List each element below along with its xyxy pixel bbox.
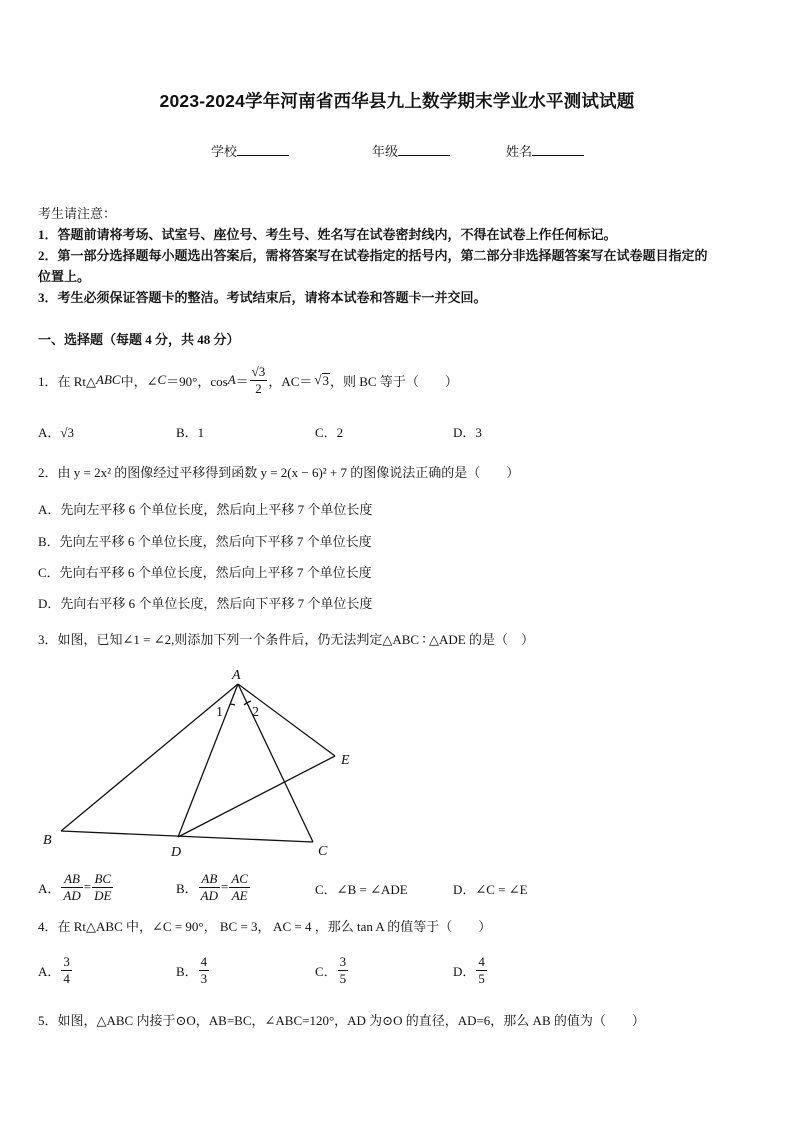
q3-a-n1: AB: [61, 871, 82, 888]
q3-a-d1: AD: [63, 887, 81, 903]
notice-line-2a: 2．第一部分选择题每小题选出答案后，需将答案写在试卷指定的括号内，第二部分非选择题答案写在试卷题目指定的: [38, 248, 708, 263]
q4-option-d-label: D．: [453, 963, 476, 979]
school-label: 学校: [211, 144, 238, 159]
q2-option-c[interactable]: C．先向右平移 6 个单位长度，然后向上平移 7 个单位长度: [38, 565, 372, 580]
q1-fraction: [250, 364, 268, 397]
q3-option-b-frac2: [229, 871, 250, 904]
grade-field: [372, 141, 450, 160]
q3-b-n2: AC: [231, 870, 248, 886]
q3-option-b-label: B．: [176, 880, 198, 896]
segment-ad: [178, 684, 238, 837]
q4-a-den: 4: [63, 970, 70, 986]
school-field: [211, 141, 289, 160]
q3-option-a[interactable]: A． $\frac{AB}{AD}$ = $\frac{BC}{DE}$: [38, 870, 112, 903]
q1-ac: ，AC＝: [268, 373, 313, 389]
q1-eq2: ＝: [235, 373, 249, 389]
q3-triangle-figure: [30, 660, 370, 865]
q1-c: C: [157, 372, 167, 387]
notice-line-2b: 位置上。: [38, 269, 91, 284]
q1-frac-num: √3: [251, 363, 266, 379]
q3-option-a-frac2: [92, 871, 113, 904]
q4-option-a-frac: [61, 954, 72, 987]
q3-option-a-label: A．: [38, 880, 61, 896]
label-angle-1: 1: [216, 705, 223, 720]
section-1-heading: 一、选择题（每题 4 分，共 48 分）: [38, 332, 240, 347]
q3-b-d1: AD: [200, 887, 219, 903]
q3-option-a-frac1: [61, 871, 82, 904]
label-d: D: [171, 845, 182, 860]
q4-option-b-frac: [199, 954, 210, 987]
q1-mid: 中，∠: [120, 373, 158, 389]
question-3: 3．如图，已知∠1 = ∠2,则添加下列一个条件后，仍无法判定△ABC ∶ △ADE 的是（ ）: [38, 632, 534, 647]
grade-blank[interactable]: [398, 145, 450, 156]
q3-b-d2: AE: [231, 887, 248, 903]
q4-b-num: 4: [200, 953, 208, 969]
q4-option-a-label: A．: [38, 963, 61, 979]
q4-option-a[interactable]: [38, 951, 73, 989]
name-blank[interactable]: [532, 145, 584, 156]
q4-option-d[interactable]: [453, 951, 488, 989]
q3-option-b-frac1: [199, 871, 220, 904]
name-field: [506, 141, 584, 160]
question-4: 4．在 Rt△ABC 中，∠C = 90°， BC = 3， AC = 4 ，那么 tan A 的值等于（ ）: [38, 919, 492, 934]
q4-d-den: 5: [478, 970, 485, 986]
question-2: 2．由 y = 2x² 的图像经过平移得到函数 y = 2(x − 6)² + 7 的图像说法正确的是（ ）: [38, 465, 520, 480]
notice-line-1: 1．答题前请将考场、试室号、座位号、考生号、姓名写在试卷密封线内，不得在试卷上作任何标记。: [38, 227, 617, 242]
q3-option-d[interactable]: D．∠C = ∠E: [453, 882, 528, 897]
page-title: 2023-2024学年河南省西华县九上数学期末学业水平测试试题: [159, 91, 635, 111]
question-5: 5．如图，△ABC 内接于⊙O，AB=BC，∠ABC=120°，AD 为⊙O 的直径，AD=6，那么 AB 的值为（ ）: [38, 1013, 645, 1028]
q1-sqrt3: 3: [322, 373, 330, 388]
q4-b-den: 3: [200, 970, 208, 986]
grade-label: 年级: [372, 144, 399, 159]
q2-option-a[interactable]: A．先向左平移 6 个单位长度，然后向上平移 7 个单位长度: [38, 502, 373, 517]
q4-option-c-label: C．: [315, 963, 337, 979]
q1-option-b[interactable]: B．1: [176, 425, 205, 440]
q1-eq1: ＝90°，cos: [166, 373, 228, 389]
q4-c-num: 3: [339, 953, 347, 969]
notice-heading: 考生请注意：: [38, 206, 117, 221]
q3-a-d2: DE: [94, 887, 112, 903]
segment-ab: [61, 684, 238, 831]
q4-a-num: 3: [63, 953, 70, 969]
q4-option-b-label: B．: [176, 963, 198, 979]
q4-option-c[interactable]: [315, 951, 349, 989]
label-c: C: [318, 844, 328, 859]
q2-option-d[interactable]: D．先向右平移 6 个单位长度，然后向下平移 7 个单位长度: [38, 596, 373, 611]
q1-option-a[interactable]: A．√3: [38, 425, 75, 440]
q1-abc: ABC: [96, 372, 121, 387]
q3-option-b[interactable]: B． $\frac{AB}{AD}$ = $\frac{AC}{AE}$: [176, 870, 248, 903]
name-label: 姓名: [506, 144, 533, 159]
q1-option-c[interactable]: C．2: [315, 425, 344, 440]
q4-option-d-frac: [476, 954, 487, 987]
label-b: B: [43, 833, 52, 848]
q3-b-n1: AB: [199, 871, 220, 888]
q1-option-d[interactable]: D．3: [453, 425, 482, 440]
q1-a: A: [227, 372, 236, 387]
question-1: 1．在 Rt△ ABC 中，∠ C ＝90°，cos A ＝ $\frac{√3}{2}$ ，AC＝ √ 3 ，则 BC 等于（ ）: [38, 363, 458, 396]
q1-frac-den: 2: [255, 380, 262, 396]
q1-tail: ，则 BC 等于（ ）: [330, 373, 458, 389]
label-e: E: [341, 753, 350, 768]
notice-line-3: 3．考生必须保证答题卡的整洁。考试结束后，请将本试卷和答题卡一并交回。: [38, 290, 487, 305]
angle-1-arc: [230, 704, 235, 705]
segment-ac: [238, 684, 313, 842]
q4-option-b[interactable]: [176, 951, 210, 989]
q4-d-num: 4: [478, 953, 485, 969]
segment-de: [178, 756, 335, 837]
segment-ae: [238, 684, 335, 756]
label-a: A: [232, 668, 241, 683]
q1-prefix: 1．在 Rt△: [38, 373, 97, 389]
q3-a-n2: BC: [92, 871, 113, 888]
q4-option-c-frac: [338, 954, 349, 987]
q2-option-b[interactable]: B．先向左平移 6 个单位长度，然后向下平移 7 个单位长度: [38, 534, 372, 549]
school-blank[interactable]: [237, 145, 289, 156]
q4-c-den: 5: [339, 970, 347, 986]
q3-option-c[interactable]: C．∠B = ∠ADE: [315, 882, 408, 897]
label-angle-2: 2: [252, 705, 259, 720]
